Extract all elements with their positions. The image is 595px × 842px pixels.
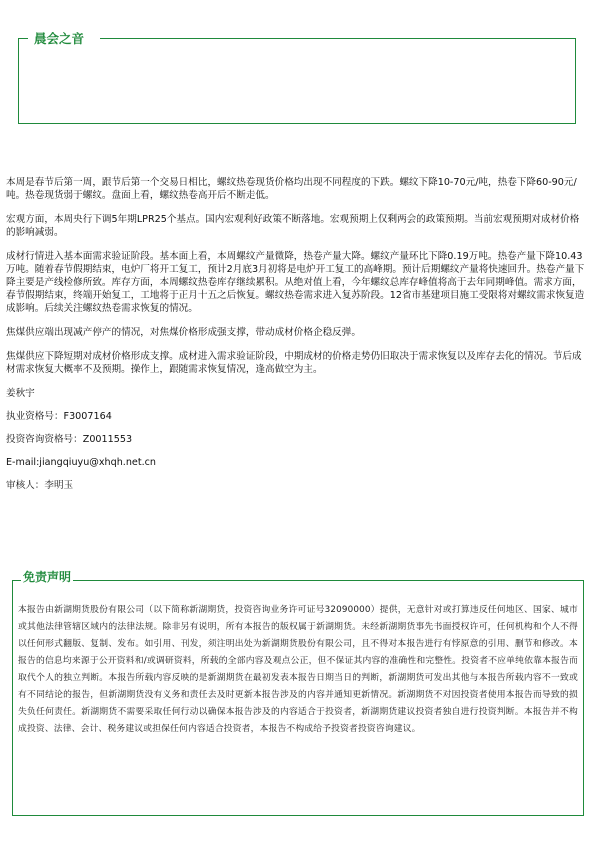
- section-title: 晨会之音: [34, 31, 85, 46]
- consult-license-number: 投资咨询资格号：Z0011553: [6, 434, 133, 445]
- header-box-top-left-border: [18, 38, 28, 39]
- author-email: E-mail:jiangqiuyu@xhqh.net.cn: [6, 457, 157, 468]
- header-box: [18, 38, 576, 124]
- paragraph-spot-price: 本周是春节后第一周，跟节后第一个交易日相比，螺纹热卷现货价格均出现不同程度的下跌。螺纹下降10-70元/吨，热卷下降60-90元/吨。热卷现货弱于螺纹。盘面上看，螺纹热卷高开后不断走低。: [6, 177, 577, 201]
- disclaimer-title: 免责声明: [23, 570, 72, 584]
- paragraph-macro: 宏观方面，本周央行下调5年期LPR25个基点。国内宏观利好政策不断落地。宏观预期上仅剩两会的政策预期。当前宏观预期对成材价格的影响减弱。: [6, 214, 580, 238]
- reviewer-name: 审核人：李明玉: [6, 480, 74, 491]
- paragraph-outlook: 焦煤供应下降短期对成材价格形成支撑。成材进入需求验证阶段，中期成材的价格走势仍旧取决于需求恢复以及库存去化的情况。节后成材需求恢复大概率不及预期。操作上，跟随需求恢复情况，逢高做空为主。: [6, 351, 582, 375]
- paragraph-coking-coal-supply: 焦煤供应端出现减产停产的情况，对焦煤价格形成强支撑，带动成材价格企稳反弹。: [6, 327, 361, 338]
- main-content: [6, 176, 586, 502]
- header-box-top-right-border: [100, 38, 576, 39]
- author-name: 姜秋宇: [6, 388, 35, 399]
- paragraph-fundamentals: 成材行情进入基本面需求验证阶段。基本面上看，本周螺纹产量微降，热卷产量大降。螺纹产量环比下降0.19万吨。热卷产量下降10.43万吨。随着春节假期结束，电炉厂将开工复工，预计2月底3月初将是电炉开工复工的高峰期。预计后期螺纹产量将快速回升。热卷产量下降主要是产线检修所致。库存方面，本周螺纹热卷库存继续累积。从绝对值上看，今年螺纹总库存峰值将高于去年同期峰值。需求方面，春节假期结束，终端开始复工，工地将于正月十五之后恢复。螺纹热卷需求进入复苏阶段。12省市基建项目施工受限将对螺纹需求恢复造成影响。后续关注螺纹热卷需求恢复的情况。: [6, 251, 585, 314]
- disclaimer-text: 本报告由新湖期货股份有限公司（以下简称新湖期货，投资咨询业务许可证号32090000）提供，无意针对或打算违反任何地区、国家、城市或其他法律管辖区域内的法律法规。除非另有说明，所有本报告的版权属于新湖期货。未经新湖期货事先书面授权许可，任何机构和个人不得以任何形式翻版、复制、发布。如引用、刊发，须注明出处为新湖期货股份有限公司，且不得对本报告进行有悖原意的引用、删节和修改。本报告的信息均来源于公开资料和/或调研资料，所载的全部内容及观点公正，但不保证其内容的准确性和完整性。投资者不应单纯依靠本报告而取代个人的独立判断。本报告所载内容反映的是新湖期货在最初发表本报告日期当日的判断，新湖期货可发出其他与本报告所载内容不一致或有不同结论的报告，但新湖期货没有义务和责任去及时更新本报告涉及的内容并通知更新情况。新湖期货不对因投资者使用本报告而导致的损失负任何责任。新湖期货不需要采取任何行动以确保本报告涉及的内容适合于投资者，新湖期货建议投资者独自进行投资判断。本报告并不构成投资、法律、会计、税务建议或担保任何内容适合投资者，本报告不构成给予投资者投资咨询建议。: [18, 605, 578, 734]
- license-number: 执业资格号：F3007164: [6, 411, 112, 422]
- disclaimer-top-border: [12, 580, 584, 581]
